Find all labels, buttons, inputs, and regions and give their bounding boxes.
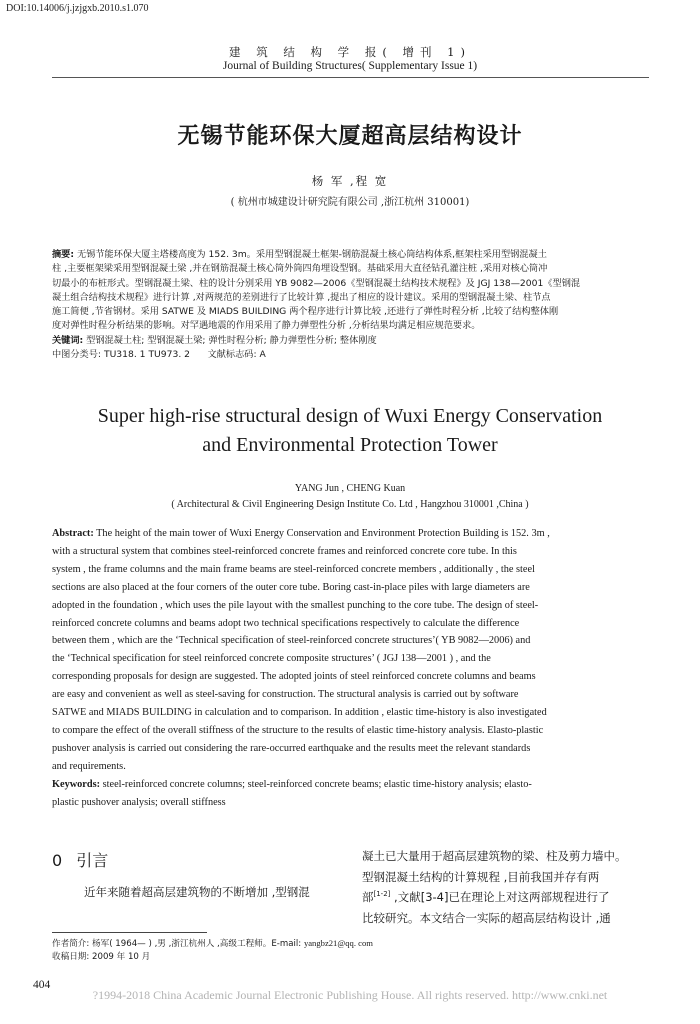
paper-title-en-line1: Super high-rise structural design of Wuxi Energy Conservation	[97, 405, 603, 427]
abstract-en-line: and requirements.	[52, 760, 126, 772]
footnote-author-label: 作者简介:	[52, 939, 90, 949]
abstract-en-line: reinforced concrete columns and beams adopt two technical specifications respectively to calculate the difference	[52, 617, 520, 629]
section-title: 引言	[76, 851, 109, 870]
doc-code-label: 文献标志码:	[207, 349, 257, 361]
header-rule	[52, 77, 649, 78]
intro-right-line: 型钢混凝土结构的计算规程 ,目前我国并存有两	[362, 869, 600, 884]
abstract-en	[52, 525, 649, 812]
footnote-author: 作者简介: 杨军( 1964— ) ,男 ,浙江杭州人 ,高级工程师。E-mail: yangbz21@qq. com	[52, 938, 373, 949]
classification-line	[52, 348, 650, 362]
abstract-en-line: sections are also placed at the four corners of the outer core tube. Boring cast-in-place piles with large diameters are	[52, 581, 530, 593]
abstract-cn-line: 柱 ,主要框架梁采用型钢混凝土梁 ,并在钢筋混凝土核心筒外筒四角埋设型钢。基础采用大直径钻孔灌注桩 ,采用对核心筒冲	[52, 263, 548, 275]
intro-right-line: 比较研究。本文结合一实际的超高层结构设计 ,通	[362, 910, 611, 925]
footnote-received: 收稿日期: 2009 年 10 月	[52, 952, 151, 962]
paper-title-cn: 无锡节能环保大厦超高层结构设计	[177, 124, 523, 149]
paper-title-en	[0, 402, 700, 459]
keywords-cn-text: 型钢混凝土柱; 型钢混凝土梁; 弹性时程分析; 静力弹塑性分析; 整体刚度	[86, 334, 377, 346]
keywords-cn	[52, 334, 650, 348]
footnotes	[52, 937, 373, 964]
authors-en: YANG Jun , CHENG Kuan	[294, 483, 406, 494]
abstract-cn-line: 凝土组合结构技术规程》进行计算 ,对两规范的差别进行了比较计算 ,提出了相应的设计建议。采用的型钢混凝土梁、柱节点	[52, 291, 551, 303]
abstract-en-line: adopted in the foundation , which uses the pile layout with the smallest punching to the core tube. The design of steel-	[52, 599, 539, 611]
keywords-en-label: Keywords:	[52, 778, 101, 790]
page-number: 404	[33, 979, 51, 991]
keywords-en-line2: plastic pushover analysis; overall stiffness	[52, 796, 226, 808]
footnote-received-label: 收稿日期:	[52, 952, 90, 962]
copyright-watermark: ?1994-2018 China Academic Journal Electronic Publishing House. All rights reserved. http://www.cnki.net	[92, 988, 608, 1002]
authors-cn: 杨 军 ,程 宽	[311, 174, 389, 188]
abstract-en-line: are easy and convenient as well as steel-saving for construction. The structural analysis is carried out by software	[52, 689, 519, 701]
author-email: yangbz21@qq. com	[303, 938, 373, 948]
section-heading-intro	[52, 848, 108, 871]
paper-title-en-line2: and Environmental Protection Tower	[202, 433, 498, 456]
intro-right-column	[362, 846, 650, 928]
journal-title-en: Journal of Building Structures( Supplementary Issue 1)	[222, 60, 478, 72]
keywords-en: Keywords: steel-reinforced concrete columns; steel-reinforced concrete beams; elastic time-history analysis; elasto-	[52, 778, 532, 790]
footnote-rule	[52, 932, 207, 933]
abstract-en-line: to compare the effect of the overall stiffness of the structure to the results of elastic time-history analysis. Elasto-plastic	[52, 724, 544, 736]
keywords-cn-label: 关键词:	[52, 334, 84, 346]
journal-title-cn: 建 筑 结 构 学 报( 增刊 1)	[229, 45, 471, 59]
intro-right-line: 凝土已大量用于超高层建筑物的梁、柱及剪力墙中。	[362, 849, 627, 863]
intro-left-column: 近年来随着超高层建筑物的不断增加 ,型钢混	[84, 885, 310, 899]
abstract-en-line: Abstract: The height of the main tower of Wuxi Energy Conservation and Environment Protection Building is 152. 3m ,	[52, 528, 550, 539]
doc-code: A	[259, 349, 266, 361]
abstract-en-line: system , the frame columns and the main frame beams are steel-reinforced concrete members , additionally , the steel	[52, 563, 535, 575]
abstract-en-line: SATWE and MIADS BUILDING in calculation and to comparison. In addition , elastic time-history is also investigated	[52, 707, 547, 719]
classification-code: TU318. 1 TU973. 2	[103, 349, 191, 361]
abstract-cn-line: 度对弹性时程分析结果的影响。对罕遇地震的作用采用了静力弹塑性分析 ,分析结果均满足相应规范要求。	[52, 320, 481, 332]
abstract-en-line: corresponding proposals for design are suggested. The adopted joints of steel reinforced concrete columns and beams	[52, 671, 536, 683]
classification-label: 中图分类号:	[52, 349, 102, 361]
affiliation-cn: ( 杭州市城建设计研究院有限公司 ,浙江杭州 310001)	[230, 197, 470, 208]
abstract-cn-label: 摘要:	[52, 249, 75, 260]
abstract-en-line: pushover analysis is carried out considering the rare-occurred earthquake and the results meet the relevant standards	[52, 742, 531, 754]
intro-right-line: 部[1-2] ,文献[3-4]已在理论上对这两部规程进行了	[362, 890, 610, 904]
section-number: 0	[52, 851, 63, 870]
citation-ref: [1-2]	[373, 890, 391, 899]
abstract-cn	[52, 248, 650, 362]
abstract-en-line: with a structural system that combines steel-reinforced concrete frames and reinforced concrete core tube. In this	[52, 545, 517, 557]
abstract-en-line: between them , which are the ‘Technical specification of steel-reinforced concrete structures’( YB 9082—2006) and	[52, 635, 531, 647]
abstract-en-label: Abstract:	[52, 528, 94, 539]
abstract-en-line: the ‘Technical specification for steel reinforced concrete composite structures’ ( JGJ 138—2001 ) , and the	[52, 653, 491, 665]
affiliation-en: ( Architectural & Civil Engineering Design Institute Co. Ltd , Hangzhou 310001 ,China )	[171, 499, 529, 510]
doi-line: DOI:10.14006/j.jzjgxb.2010.s1.070	[6, 3, 149, 14]
abstract-cn-line: 切最小的布桩形式。型钢混凝土梁、柱的设计分别采用 YB 9082—2006《型钢混凝土结构技术规程》及 JGJ 138—2001《型钢混	[52, 277, 581, 289]
abstract-cn-line: 摘要: 无锡节能环保大厦主塔楼高度为 152. 3m。采用型钢混凝土框架-钢筋混凝土核心筒结构体系,框架柱采用型钢混凝土	[52, 249, 547, 260]
abstract-cn-line: 施工简便 ,节省钢材。采用 SATWE 及 MIADS BUILDING 两个程序进行计算比较 ,还进行了弹性时程分析 ,比较了结构整体刚	[52, 306, 559, 318]
